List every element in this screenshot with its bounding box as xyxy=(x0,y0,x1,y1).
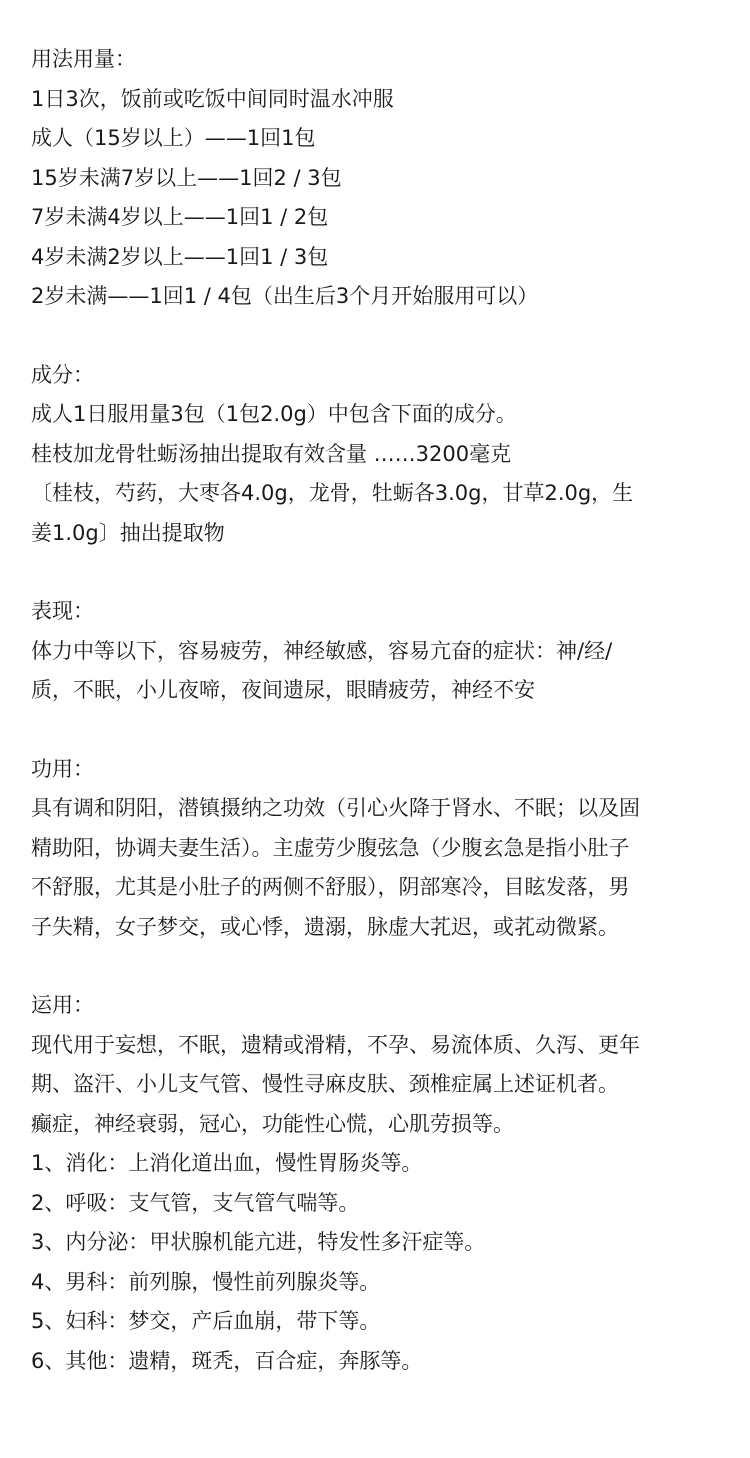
ingredients-line: 成人1日服用量3包（1包2.0g）中包含下面的成分。 xyxy=(31,402,517,426)
ingredients-line: 姜1.0g〕抽出提取物 xyxy=(31,520,225,545)
usage-line: 3、内分泌：甲状腺机能亢进，特发性多汗症等。 xyxy=(31,1230,486,1254)
ingredients-line: 〔桂枝，芍药，大枣各4.0g，龙骨，牡蛎各3.0g，甘草2.0g，生 xyxy=(31,481,634,505)
usage-line: 1、消化：上消化道出血，慢性胃肠炎等。 xyxy=(31,1151,423,1175)
ingredients-heading: 成分： xyxy=(31,362,94,387)
dosage-line: 7岁未满4岁以上——1回1 / 2包 xyxy=(31,205,329,229)
dosage-line: 15岁未满7岁以上——1回2 / 3包 xyxy=(31,165,342,190)
usage-heading: 运用： xyxy=(31,993,94,1017)
effects-line: 子失精，女子梦交，或心悸，遗溺，脉虚大芤迟，或芤动微紧。 xyxy=(31,914,619,939)
symptoms-section xyxy=(31,592,728,711)
usage-line: 癫症，神经衰弱，冠心，功能性心慌，心肌劳损等。 xyxy=(31,1111,514,1136)
effects-heading: 功用： xyxy=(31,756,94,781)
ingredients-line: 桂枝加龙骨牡蛎汤抽出提取有效含量 ……3200毫克 xyxy=(31,441,512,466)
effects-section xyxy=(31,750,728,948)
effects-line: 具有调和阴阳，潜镇摄纳之功效（引心火降于肾水、不眠；以及固 xyxy=(31,796,640,820)
dosage-line: 4岁未满2岁以上——1回1 / 3包 xyxy=(31,244,329,269)
usage-line: 4、男科：前列腺，慢性前列腺炎等。 xyxy=(31,1269,381,1294)
dosage-line: 1日3次，饭前或吃饭中间同时温水冲服 xyxy=(31,86,394,111)
usage-line: 2、呼吸：支气管，支气管气喘等。 xyxy=(31,1190,360,1215)
symptoms-line: 质，不眠，小儿夜啼，夜间遗尿，眼睛疲劳，神经不安 xyxy=(31,678,535,702)
usage-line: 5、妇科：梦交，产后血崩，带下等。 xyxy=(31,1309,381,1333)
dosage-line: 成人（15岁以上）——1回1包 xyxy=(31,126,316,150)
effects-line: 精助阳，协调夫妻生活）。主虚劳少腹弦急（少腹玄急是指小肚子 xyxy=(31,835,630,860)
symptoms-line: 体力中等以下，容易疲劳，神经敏感，容易亢奋的症状：神/经/ xyxy=(31,638,613,663)
usage-line: 期、盗汗、小儿支气管、慢性寻麻皮肤、颈椎症属上述证机者。 xyxy=(31,1072,619,1096)
symptoms-heading: 表现： xyxy=(31,599,94,623)
effects-line: 不舒服，尤其是小肚子的两侧不舒服），阴部寒冷，目眩发落，男 xyxy=(31,875,630,899)
usage-section xyxy=(31,986,728,1381)
dosage-line: 2岁未满——1回1 / 4包（出生后3个月开始服用可以） xyxy=(31,284,539,308)
usage-line: 6、其他：遗精，斑秃，百合症，奔豚等。 xyxy=(31,1348,423,1373)
usage-line: 现代用于妄想，不眠，遗精或滑精，不孕、易流体质、久泻、更年 xyxy=(31,1032,640,1057)
dosage-section xyxy=(31,40,728,317)
ingredients-section xyxy=(31,356,728,554)
dosage-heading: 用法用量： xyxy=(31,47,136,71)
